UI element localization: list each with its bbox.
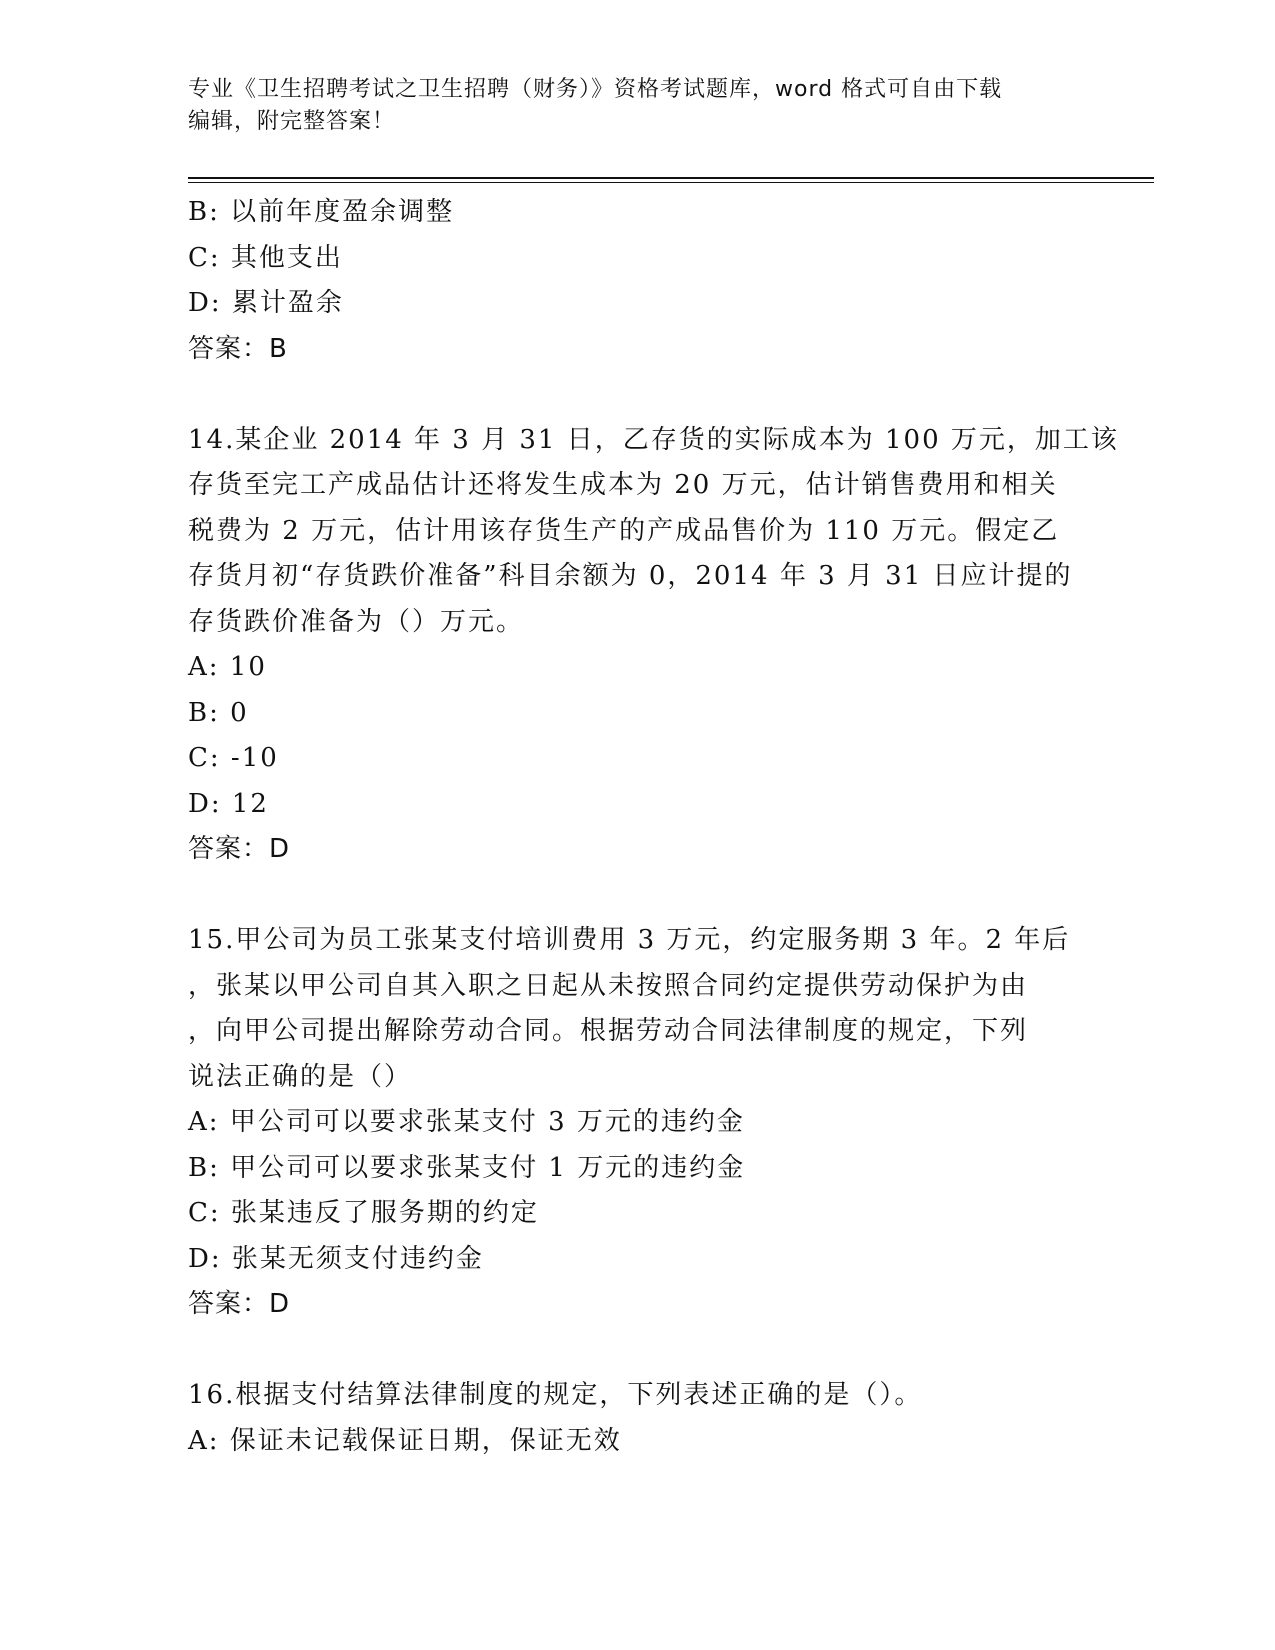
question-15 [188, 918, 1088, 1328]
q14-stem-line-1: 14.某企业 2014 年 3 月 31 日，乙存货的实际成本为 100 万元，加工该 [188, 424, 1119, 455]
spacer [188, 372, 1088, 418]
q14-option-a: A: 10 [188, 652, 267, 682]
q15-stem-line-2: ，张某以甲公司自其入职之日起从未按照合同约定提供劳动保护为由 [188, 970, 1029, 1001]
q14-stem-line-4: 存货月初“存货跌价准备”科目余额为 0，2014 年 3 月 31 日应计提的 [188, 561, 1073, 591]
document-header [188, 74, 1088, 138]
q15-option-d: D: 张某无须支付违约金 [188, 1243, 484, 1274]
header-line-1: 专业《卫生招聘考试之卫生招聘（财务）》资格考试题库，word 格式可自由下载 [188, 77, 1003, 102]
q15-answer: 答案：D [188, 1289, 291, 1319]
question-13-tail [188, 190, 1088, 372]
q13-answer: 答案：B [188, 333, 288, 364]
q14-stem-line-2: 存货至完工产成品估计还将发生成本为 20 万元，估计销售费用和相关 [188, 470, 1058, 500]
q14-option-d: D: 12 [188, 788, 269, 819]
q14-option-b: B: 0 [188, 697, 249, 728]
q15-stem-line-3: ，向甲公司提出解除劳动合同。根据劳动合同法律制度的规定，下列 [188, 1016, 1029, 1046]
q15-stem-line-1: 15.甲公司为员工张某支付培训费用 3 万元，约定服务期 3 年。2 年后 [188, 925, 1071, 955]
spacer [188, 873, 1088, 919]
header-line-2: 编辑，附完整答案！ [188, 109, 396, 134]
question-14 [188, 418, 1119, 873]
q14-stem-line-3: 税费为 2 万元，估计用该存货生产的产成品售价为 110 万元。假定乙 [188, 515, 1060, 546]
q16-option-a: A: 保证未记载保证日期，保证无效 [188, 1425, 622, 1456]
q15-option-a: A: 甲公司可以要求张某支付 3 万元的违约金 [188, 1107, 745, 1137]
q13-option-c: C: 其他支出 [188, 242, 343, 273]
header-divider-thick [188, 177, 1154, 179]
q13-option-d: D: 累计盈余 [188, 288, 344, 318]
q14-stem-line-5: 存货跌价准备为（）万元。 [188, 606, 525, 637]
q14-answer: 答案：D [188, 834, 291, 864]
q15-option-b: B: 甲公司可以要求张某支付 1 万元的违约金 [188, 1152, 746, 1183]
question-16 [188, 1373, 1088, 1464]
q14-option-c: C: -10 [188, 743, 279, 773]
spacer [188, 1328, 1088, 1374]
q15-option-c: C: 张某违反了服务期的约定 [188, 1198, 539, 1228]
q16-stem-line-1: 16.根据支付结算法律制度的规定，下列表述正确的是（）。 [188, 1380, 923, 1410]
question-content [188, 190, 1119, 1464]
header-divider-thin [188, 182, 1154, 183]
q15-stem-line-4: 说法正确的是（） [188, 1061, 413, 1092]
q13-option-b: B: 以前年度盈余调整 [188, 197, 455, 227]
